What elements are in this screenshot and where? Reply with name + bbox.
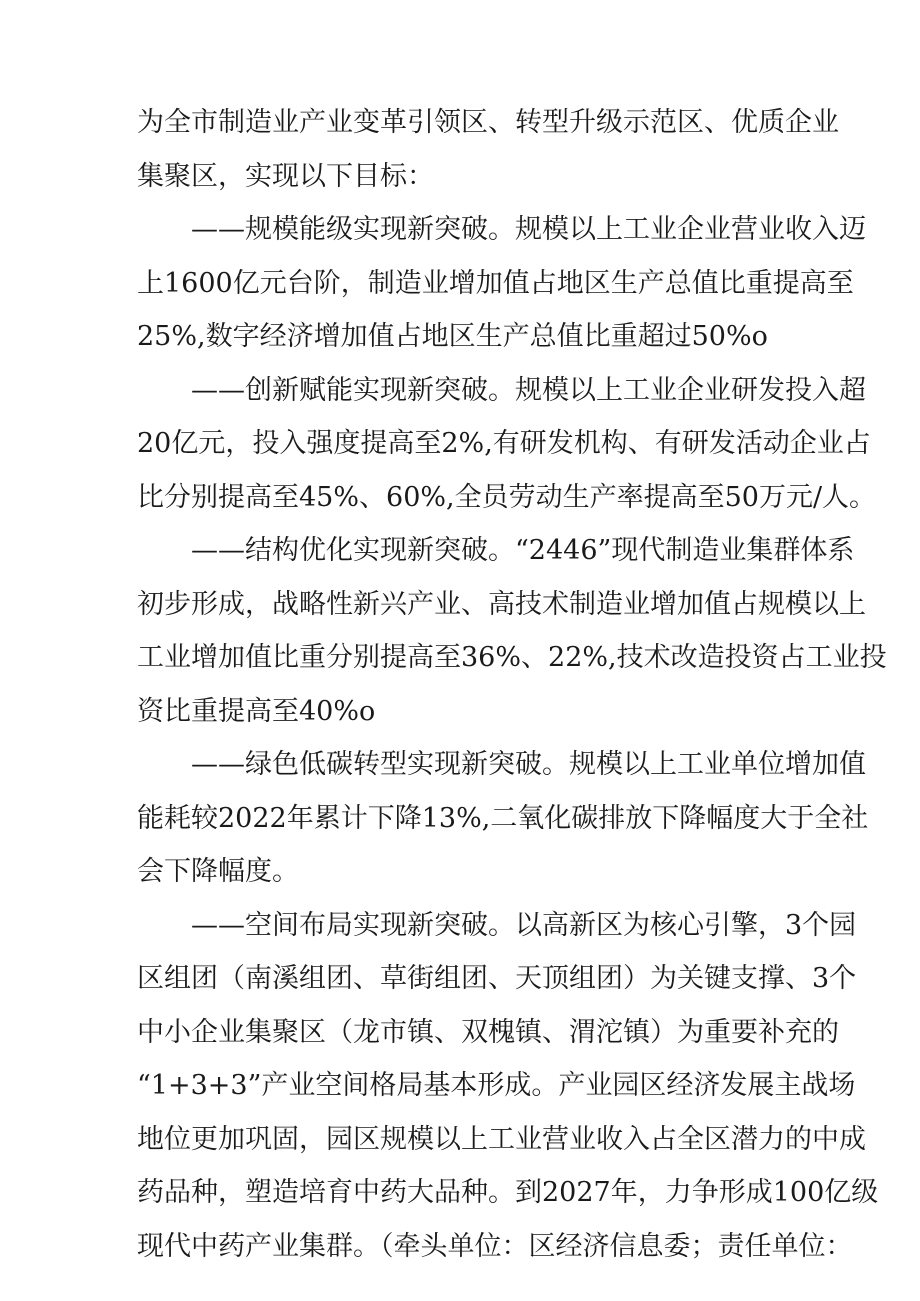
text-line: 为全市制造业产业变革引领区、转型升级示范区、优质企业: [137, 107, 839, 138]
text-line: 会下降幅度。: [137, 856, 299, 887]
paragraph-start-line: ——规模能级实现新突破。规模以上工业企业营业收入迈: [191, 214, 866, 245]
text-line: 初步形成，战略性新兴产业、高技术制造业增加值占规模以上: [137, 588, 866, 620]
text-line: 能耗较2022年累计下降13%,二氧化碳排放下降幅度大于全社: [137, 802, 869, 834]
text-line: 25%,数字经济增加值占地区生产总值比重超过50%o: [137, 321, 768, 352]
text-line: 比分别提高至45%、60%,全员劳动生产率提高至50万元/人。: [137, 481, 877, 513]
text-line: “1+3+3”产业空间格局基本形成。产业园区经济发展主战场: [137, 1070, 856, 1101]
paragraph-start-line: ——空间布局实现新突破。以高新区为核心引擎，3个园: [191, 909, 857, 941]
paragraph-start-line: ——结构优化实现新突破。“2446”现代制造业集群体系: [191, 535, 855, 566]
text-line: 20亿元，投入强度提高至2%,有研发机构、有研发活动企业占: [137, 428, 871, 459]
text-line: 中小企业集聚区（龙市镇、双槐镇、渭沱镇）为重要补充的: [137, 1016, 839, 1048]
text-line: 地位更加巩固，园区规模以上工业营业收入占全区潜力的中成: [137, 1123, 866, 1155]
text-line: 资比重提高至40%o: [137, 695, 376, 727]
text-line: 工业增加值比重分别提高至36%、22%,技术改造投资占工业投: [137, 642, 887, 673]
text-line: 现代中药产业集群。（牵头单位：区经济信息委；责任单位：: [137, 1230, 853, 1262]
text-line: 区组团（南溪组团、草街组团、天顶组团）为关键支撑、3个: [137, 963, 857, 994]
text-line: 集聚区，实现以下目标：: [137, 160, 434, 192]
paragraph-start-line: ——绿色低碳转型实现新突破。规模以上工业单位增加值: [191, 749, 866, 780]
document-body: [137, 96, 887, 1273]
paragraph-start-line: ——创新赋能实现新突破。规模以上工业企业研发投入超: [191, 374, 866, 406]
text-line: 上1600亿元台阶，制造业增加值占地区生产总值比重提高至: [137, 267, 854, 299]
text-line: 药品种，塑造培育中药大品种。到2027年，力争形成100亿级: [137, 1177, 879, 1208]
